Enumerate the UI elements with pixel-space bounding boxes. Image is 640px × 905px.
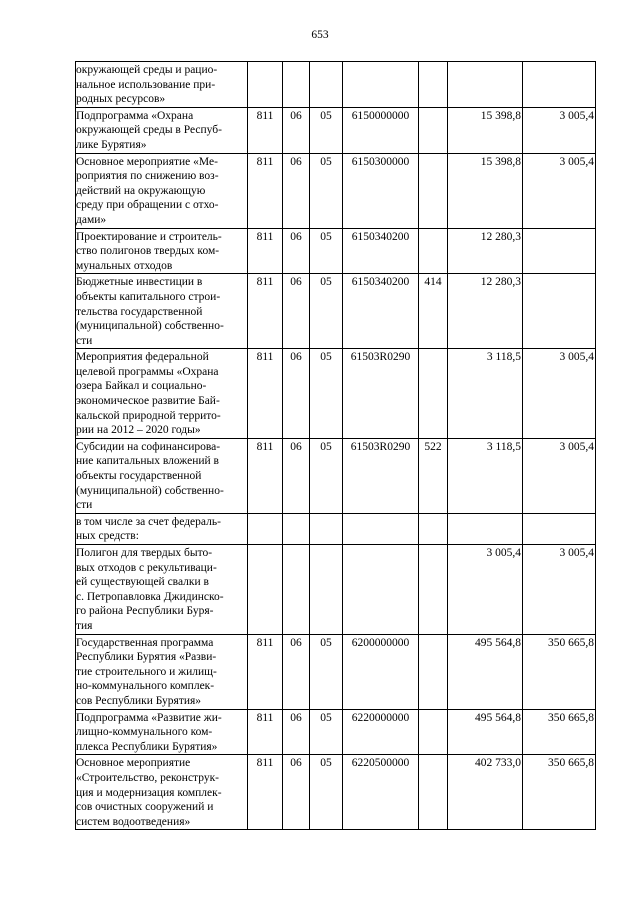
item-name-line: Подпрограмма «Охрана: [76, 109, 194, 122]
subsection-code-cell: 05: [310, 274, 343, 349]
item-name-line: действий на окружающую: [76, 184, 206, 197]
item-name-line: ство полигонов твердых ком-: [76, 245, 220, 258]
item-name-cell: [76, 107, 248, 153]
federal-amount-cell: [523, 228, 596, 274]
total-amount-cell: [448, 62, 523, 108]
item-name-line: родных ресурсов»: [76, 93, 166, 106]
federal-amount-cell: 3 005,4: [523, 349, 596, 439]
ministry-code-cell: 811: [248, 107, 283, 153]
item-name-line: «Строительство, реконструк-: [76, 771, 219, 784]
total-amount-cell: 495 564,8: [448, 709, 523, 755]
subsection-code-cell: [310, 513, 343, 544]
item-name-line: вых отходов с рекультиваци-: [76, 561, 217, 574]
item-name-cell: [76, 438, 248, 513]
expense-type-cell: 522: [419, 438, 448, 513]
item-name-line: озера Байкал и социально-: [76, 380, 207, 393]
subsection-code-cell: [310, 62, 343, 108]
total-amount-cell: 402 733,0: [448, 755, 523, 830]
federal-amount-cell: 3 005,4: [523, 107, 596, 153]
item-name-line: Подпрограмма «Развитие жи-: [76, 711, 222, 724]
table-row: [76, 228, 596, 274]
item-name-line: ция и модернизация комплек-: [76, 786, 222, 799]
budget-table: [75, 61, 596, 830]
federal-amount-cell: 350 665,8: [523, 634, 596, 709]
ministry-code-cell: 811: [248, 228, 283, 274]
item-name-line: экономическое развитие Бай-: [76, 395, 220, 408]
section-code-cell: [283, 545, 310, 635]
expense-type-cell: [419, 153, 448, 228]
total-amount-cell: 12 280,3: [448, 274, 523, 349]
item-name-line: сов очистных сооружений и: [76, 801, 214, 814]
item-name-line: лищно-коммунального ком-: [76, 726, 213, 739]
federal-amount-cell: 3 005,4: [523, 438, 596, 513]
ministry-code-cell: 811: [248, 438, 283, 513]
expense-type-cell: [419, 228, 448, 274]
table-row: [76, 349, 596, 439]
item-name-line: лике Бурятия»: [76, 138, 147, 151]
total-amount-cell: 3 118,5: [448, 349, 523, 439]
total-amount-cell: 495 564,8: [448, 634, 523, 709]
item-name-line: го района Республики Буря-: [76, 605, 214, 618]
federal-amount-cell: 3 005,4: [523, 545, 596, 635]
expense-type-cell: [419, 513, 448, 544]
ministry-code-cell: [248, 62, 283, 108]
target-article-cell: 61503R0290: [343, 438, 419, 513]
item-name-line: мунальных отходов: [76, 259, 173, 272]
target-article-cell: 6150300000: [343, 153, 419, 228]
item-name-cell: [76, 153, 248, 228]
target-article-cell: 6200000000: [343, 634, 419, 709]
section-code-cell: 06: [283, 634, 310, 709]
expense-type-cell: [419, 634, 448, 709]
target-article-cell: 6150340200: [343, 228, 419, 274]
item-name-line: объекты государственной: [76, 470, 202, 483]
table-body: [76, 62, 596, 830]
item-name-line: плекса Республики Бурятия»: [76, 740, 218, 753]
item-name-line: Проектирование и строитель-: [76, 230, 222, 243]
item-name-line: (муниципальной) собственно-: [76, 320, 224, 333]
ministry-code-cell: [248, 545, 283, 635]
section-code-cell: 06: [283, 274, 310, 349]
item-name-line: среду при обращении с отхо-: [76, 199, 219, 212]
federal-amount-cell: [523, 62, 596, 108]
item-name-line: в том числе за счет федераль-: [76, 515, 221, 528]
federal-amount-cell: [523, 274, 596, 349]
item-name-line: окружающей среды и рацио-: [76, 64, 218, 76]
federal-amount-cell: 3 005,4: [523, 153, 596, 228]
ministry-code-cell: [248, 513, 283, 544]
table-row: [76, 513, 596, 544]
federal-amount-cell: [523, 513, 596, 544]
section-code-cell: [283, 62, 310, 108]
expense-type-cell: [419, 709, 448, 755]
section-code-cell: [283, 513, 310, 544]
item-name-line: Бюджетные инвестиции в: [76, 276, 203, 289]
item-name-line: кальской природной террито-: [76, 409, 221, 422]
item-name-line: роприятия по снижению воз-: [76, 170, 219, 183]
section-code-cell: 06: [283, 228, 310, 274]
item-name-line: Государственная программа: [76, 636, 214, 649]
total-amount-cell: 3 118,5: [448, 438, 523, 513]
section-code-cell: 06: [283, 349, 310, 439]
item-name-line: сти: [76, 499, 93, 512]
item-name-line: ных средств:: [76, 530, 139, 543]
item-name-cell: [76, 349, 248, 439]
subsection-code-cell: [310, 545, 343, 635]
ministry-code-cell: 811: [248, 349, 283, 439]
table-row: [76, 153, 596, 228]
target-article-cell: [343, 62, 419, 108]
target-article-cell: 61503R0290: [343, 349, 419, 439]
table-row: [76, 709, 596, 755]
table-row: [76, 545, 596, 635]
target-article-cell: [343, 545, 419, 635]
item-name-line: ние капитальных вложений в: [76, 455, 219, 468]
item-name-line: тия: [76, 619, 93, 632]
section-code-cell: 06: [283, 153, 310, 228]
table-row: [76, 755, 596, 830]
item-name-line: окружающей среды в Респуб-: [76, 124, 222, 137]
table-row: [76, 62, 596, 108]
target-article-cell: 6150000000: [343, 107, 419, 153]
subsection-code-cell: 05: [310, 755, 343, 830]
total-amount-cell: 15 398,8: [448, 107, 523, 153]
expense-type-cell: [419, 62, 448, 108]
subsection-code-cell: 05: [310, 107, 343, 153]
page-number: 653: [311, 29, 329, 41]
item-name-line: Мероприятия федеральной: [76, 351, 209, 364]
subsection-code-cell: 05: [310, 438, 343, 513]
subsection-code-cell: 05: [310, 153, 343, 228]
subsection-code-cell: 05: [310, 709, 343, 755]
total-amount-cell: 15 398,8: [448, 153, 523, 228]
expense-type-cell: [419, 755, 448, 830]
item-name-line: Республики Бурятия «Разви-: [76, 651, 217, 664]
federal-amount-cell: 350 665,8: [523, 709, 596, 755]
item-name-line: (муниципальной) собственно-: [76, 484, 224, 497]
target-article-cell: 6220000000: [343, 709, 419, 755]
table-row: [76, 274, 596, 349]
section-code-cell: 06: [283, 755, 310, 830]
item-name-cell: [76, 228, 248, 274]
total-amount-cell: [448, 513, 523, 544]
target-article-cell: 6150340200: [343, 274, 419, 349]
item-name-line: но-коммунального комплек-: [76, 680, 215, 693]
item-name-line: нальное использование при-: [76, 78, 216, 91]
item-name-line: объекты капитального строи-: [76, 290, 221, 303]
table-row: [76, 107, 596, 153]
section-code-cell: 06: [283, 107, 310, 153]
item-name-line: рии на 2012 – 2020 годы»: [76, 424, 201, 437]
item-name-cell: [76, 709, 248, 755]
item-name-cell: [76, 513, 248, 544]
item-name-line: тие строительного и жилищ-: [76, 665, 217, 678]
ministry-code-cell: 811: [248, 755, 283, 830]
ministry-code-cell: 811: [248, 634, 283, 709]
item-name-line: сти: [76, 334, 93, 347]
item-name-cell: [76, 634, 248, 709]
item-name-line: дами»: [76, 213, 107, 226]
target-article-cell: [343, 513, 419, 544]
item-name-cell: [76, 755, 248, 830]
item-name-line: Основное мероприятие «Ме-: [76, 155, 218, 168]
item-name-line: с. Петропавловка Джидинско-: [76, 590, 224, 603]
item-name-line: сов Республики Бурятия»: [76, 694, 202, 707]
ministry-code-cell: 811: [248, 709, 283, 755]
item-name-line: систем водоотведения»: [76, 815, 191, 828]
item-name-line: ей существующей свалки в: [76, 576, 209, 589]
ministry-code-cell: 811: [248, 274, 283, 349]
item-name-line: Основное мероприятие: [76, 757, 191, 770]
target-article-cell: 6220500000: [343, 755, 419, 830]
section-code-cell: 06: [283, 709, 310, 755]
total-amount-cell: 12 280,3: [448, 228, 523, 274]
expense-type-cell: [419, 545, 448, 635]
table-row: [76, 634, 596, 709]
table-row: [76, 438, 596, 513]
ministry-code-cell: 811: [248, 153, 283, 228]
subsection-code-cell: 05: [310, 349, 343, 439]
expense-type-cell: 414: [419, 274, 448, 349]
item-name-line: Субсидии на софинансирова-: [76, 440, 221, 453]
total-amount-cell: 3 005,4: [448, 545, 523, 635]
section-code-cell: 06: [283, 438, 310, 513]
item-name-cell: [76, 62, 248, 108]
item-name-cell: [76, 545, 248, 635]
subsection-code-cell: 05: [310, 228, 343, 274]
subsection-code-cell: 05: [310, 634, 343, 709]
item-name-cell: [76, 274, 248, 349]
federal-amount-cell: 350 665,8: [523, 755, 596, 830]
item-name-line: тельства государственной: [76, 305, 203, 318]
expense-type-cell: [419, 349, 448, 439]
expense-type-cell: [419, 107, 448, 153]
item-name-line: Полигон для твердых быто-: [76, 547, 213, 559]
item-name-line: целевой программы «Охрана: [76, 365, 219, 378]
